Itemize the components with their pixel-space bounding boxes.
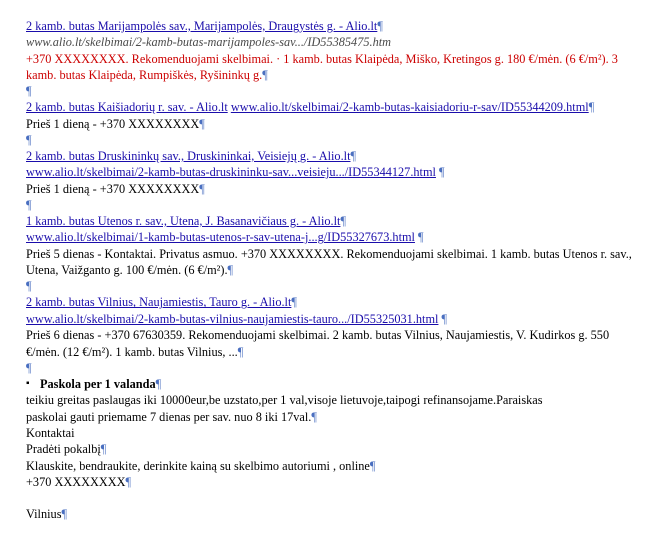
result-entry — [26, 294, 632, 310]
result-title-link[interactable]: 2 kamb. butas Marijampolės sav., Marijampolės, Draugystės g. - Alio.lt — [26, 19, 378, 33]
result-url — [26, 229, 632, 245]
result-entry — [26, 213, 632, 229]
pilcrow-mark: ¶ — [262, 68, 268, 83]
result-snippet — [26, 246, 632, 279]
pilcrow-mark: ¶ — [377, 19, 383, 33]
ad-line-text: Klauskite, bendraukite, derinkite kainą su skelbimo autoriumi , online — [26, 458, 370, 473]
empty-paragraph — [26, 132, 632, 148]
result-url — [26, 164, 632, 180]
result-url-text: www.alio.lt/skelbimai/2-kamb-butas-marijampoles-sav.../ID55385475.htm — [26, 35, 392, 50]
pilcrow-mark: ¶ — [61, 507, 68, 522]
result-snippet — [26, 116, 632, 132]
ad-city-text: Vilnius — [26, 507, 62, 522]
ad-phone-text: +370 XXXXXXXX — [26, 474, 126, 489]
result-entry — [26, 18, 632, 34]
result-title-link[interactable]: 2 kamb. butas Druskininkų sav., Druskininkai, Veisiejų g. - Alio.lt — [26, 149, 351, 164]
pilcrow-mark: ¶ — [588, 100, 595, 115]
result-snippet — [26, 51, 632, 84]
pilcrow-mark: ¶ — [369, 458, 376, 473]
ad-heading-text: Paskola per 1 valanda — [40, 376, 156, 391]
pilcrow-mark: ¶ — [26, 198, 32, 213]
result-snippet-text: Prieš 1 dieną - +370 XXXXXXXX — [26, 181, 200, 196]
ad-line-text: Kontaktai — [26, 425, 75, 440]
result-snippet-text: Prieš 1 dieną - +370 XXXXXXXX — [26, 116, 200, 131]
pilcrow-mark: ¶ — [311, 409, 317, 424]
pilcrow-mark: ¶ — [100, 442, 107, 457]
result-entry — [26, 99, 632, 115]
pilcrow-mark: ¶ — [26, 279, 32, 294]
empty-paragraph — [26, 490, 632, 506]
result-snippet-text: Prieš 6 dienas - +370 67630359. Rekomenduojami skelbimai. 2 kamb. butas Vilnius, Naujamiestis, V. Kudirkos g. 550 €/mėn. (12 €/m²). 1 kamb. butas Vilnius, ... — [26, 328, 610, 359]
ad-line — [26, 458, 632, 474]
ad-line — [26, 409, 632, 425]
result-url — [26, 34, 632, 50]
pilcrow-mark: ¶ — [125, 474, 132, 489]
result-title-link[interactable]: 1 kamb. butas Utenos r. sav., Utena, J. Basanavičiaus g. - Alio.lt — [26, 214, 341, 229]
result-url-link[interactable]: www.alio.lt/skelbimai/2-kamb-butas-vilnius-naujamiestis-tauro.../ID55325031.html — [26, 311, 439, 326]
pilcrow-mark: ¶ — [291, 295, 297, 310]
pilcrow-mark: ¶ — [26, 84, 32, 99]
empty-paragraph — [26, 360, 632, 376]
result-snippet — [26, 327, 632, 360]
ad-line — [26, 425, 632, 441]
empty-paragraph — [26, 83, 632, 99]
pilcrow-mark: ¶ — [350, 149, 357, 164]
result-url-link[interactable]: www.alio.lt/skelbimai/1-kamb-butas-utenos-r-sav-utena-j...g/ID55327673.html — [26, 230, 415, 245]
ad-heading — [26, 376, 632, 392]
result-inline-url-link[interactable]: www.alio.lt/skelbimai/2-kamb-butas-kaisiadoriu-r-sav/ID55344209.html — [230, 100, 589, 115]
pilcrow-mark: ¶ — [155, 376, 162, 391]
ad-line — [26, 392, 632, 408]
bullet-icon: ▪ — [26, 377, 30, 389]
result-snippet-text: Prieš 5 dienas - Kontaktai. Privatus asmuo. +370 XXXXXXXX. Rekomenduojami skelbimai. 1 kamb. butas Utenos r. sav., Utena, Vaižganto g. 100 €/mėn. (6 €/m²). — [26, 246, 632, 278]
ad-line-text: Pradėti pokalbį — [26, 442, 101, 457]
ad-line — [26, 506, 632, 522]
pilcrow-mark: ¶ — [340, 214, 347, 229]
ad-line-text: teikiu greitas paslaugas iki 10000eur,be uzstato,per 1 val,visoje lietuvoje,taipogi refinansojame.Paraiskas — [26, 393, 543, 408]
pilcrow-mark: ¶ — [26, 360, 32, 375]
ad-line — [26, 474, 632, 490]
result-title-link[interactable]: 2 kamb. butas Vilnius, Naujamiestis, Tauro g. - Alio.lt — [26, 295, 292, 310]
pilcrow-mark: ¶ — [26, 133, 32, 148]
empty-paragraph — [26, 197, 632, 213]
pilcrow-mark: ¶ — [227, 263, 234, 278]
result-snippet — [26, 181, 632, 197]
pilcrow-mark: ¶ — [199, 181, 205, 196]
result-entry — [26, 148, 632, 164]
result-snippet-text: +370 XXXXXXXX. Rekomenduojami skelbimai. · 1 kamb. butas Klaipėda, Miško, Kretingos g. 180 €/mėn. (6 €/m²). 3 kamb. butas Klaipėda, Rumpiškės, Ryšininkų g. — [26, 51, 618, 83]
pilcrow-mark: ¶ — [441, 311, 448, 326]
pilcrow-mark: ¶ — [237, 344, 244, 359]
pilcrow-mark: ¶ — [199, 116, 205, 131]
pilcrow-mark: ¶ — [418, 230, 424, 245]
ad-line — [26, 441, 632, 457]
empty-paragraph — [26, 278, 632, 294]
result-title-link[interactable]: 2 kamb. butas Kaišiadorių r. sav. - Alio.lt — [26, 100, 228, 115]
pilcrow-mark: ¶ — [439, 165, 445, 180]
result-url-link[interactable]: www.alio.lt/skelbimai/2-kamb-butas-druskininku-sav...veisieju.../ID55344127.html — [26, 165, 436, 180]
ad-line-text: paskolai gauti priemame 7 dienas per sav. nuo 8 iki 17val. — [26, 409, 312, 424]
result-url — [26, 311, 632, 327]
